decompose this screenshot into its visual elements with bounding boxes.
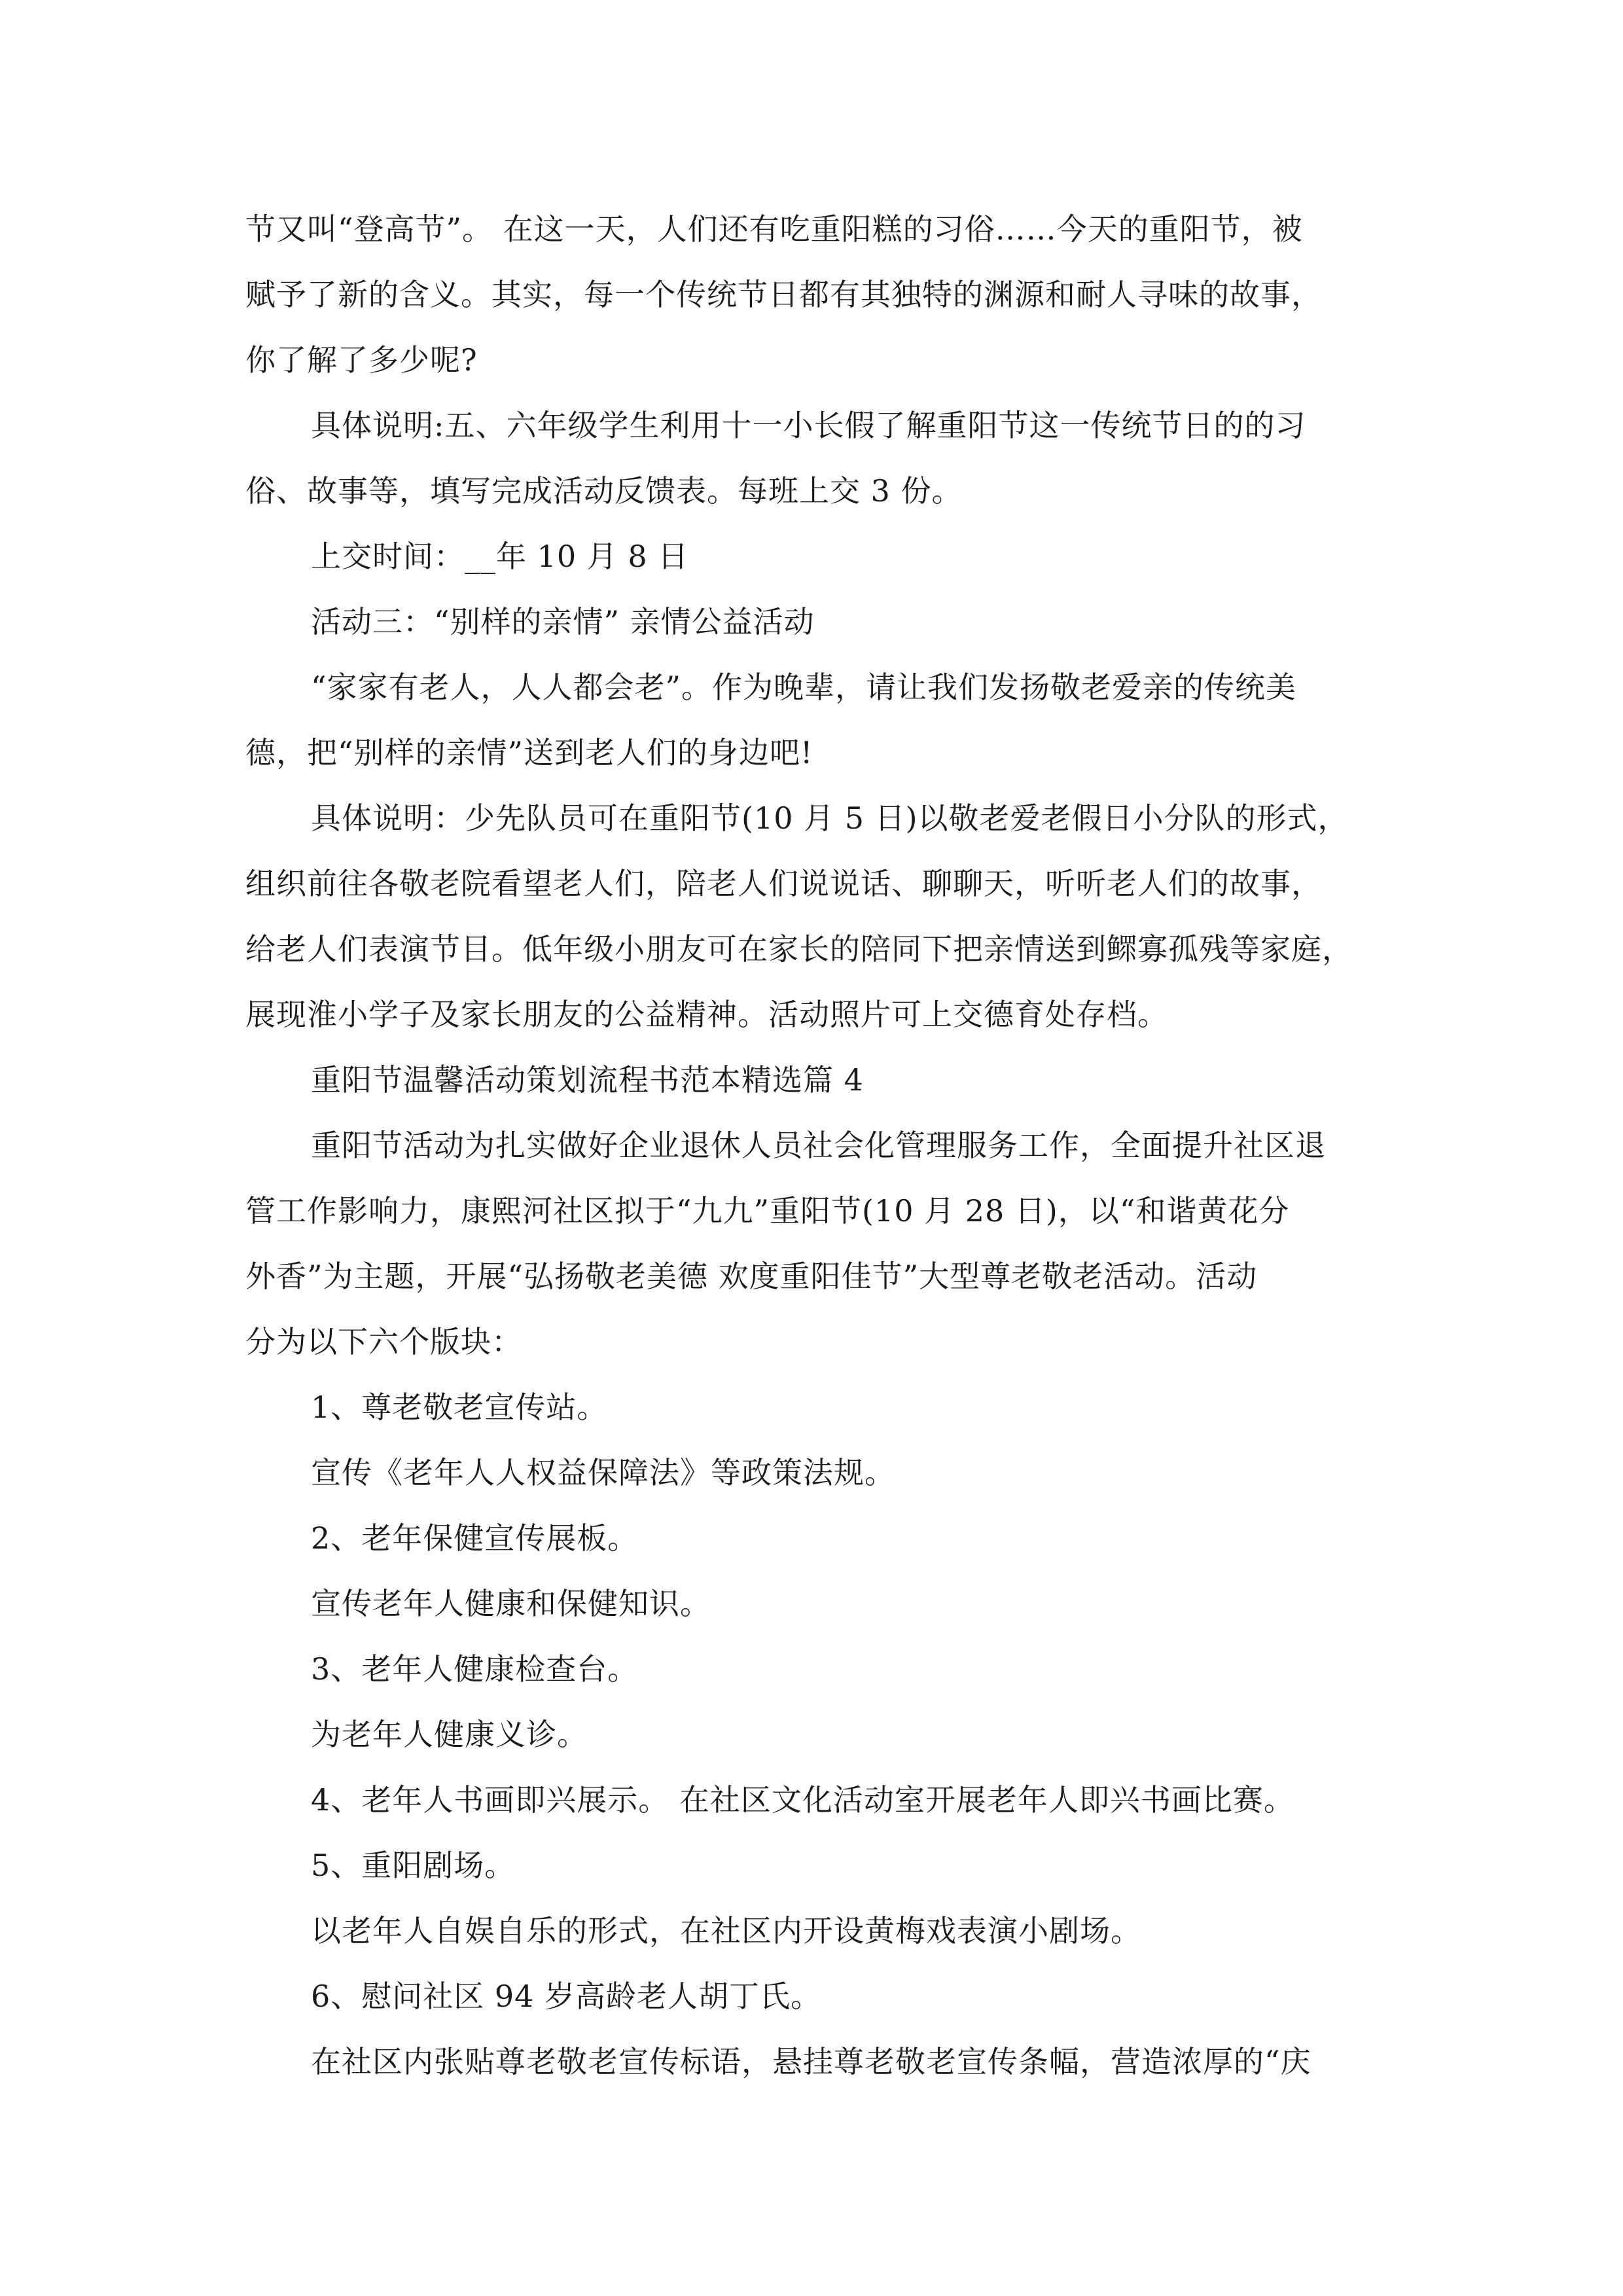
text-line: 具体说明:五、六年级学生利用十一小长假了解重阳节这一传统节日的的习 (311, 408, 1306, 443)
paragraph-p15 (245, 1767, 1394, 1833)
paragraph-p5 (245, 655, 1394, 785)
text-line: 以老年人自娱自乐的形式，在社区内开设黄梅戏表演小剧场。 (311, 1913, 1141, 1948)
paragraph-p4 (245, 589, 1394, 655)
text-line: 2、老年保健宣传展板。 (311, 1520, 639, 1556)
paragraph-p3 (245, 524, 1394, 589)
text-line: 活动三：“别样的亲情” 亲情公益活动 (311, 604, 815, 639)
text-line: 赋予了新的含义。其实，每一个传统节日都有其独特的渊源和耐人寻味的故事， (245, 277, 1322, 312)
text-line: 在社区内张贴尊老敬老宣传标语，悬挂尊老敬老宣传条幅，营造浓厚的“庆 (311, 2044, 1311, 2079)
paragraph-p6 (245, 785, 1394, 1047)
paragraph-p11 (245, 1505, 1394, 1571)
text-line: 宣传《老年人人权益保障法》等政策法规。 (311, 1455, 895, 1490)
text-line: 重阳节活动为扎实做好企业退休人员社会化管理服务工作，全面提升社区退 (311, 1128, 1326, 1163)
text-line: “家家有老人，人人都会老”。作为晚辈，请让我们发扬敬老爱亲的传统美 (311, 670, 1297, 705)
paragraph-p19 (245, 2029, 1394, 2094)
text-line: 上交时间：__年 10 月 8 日 (311, 539, 689, 574)
text-line: 组织前往各敬老院看望老人们，陪老人们说说话、聊聊天，听听老人们的故事， (245, 866, 1322, 901)
paragraph-p13 (245, 1636, 1394, 1702)
paragraph-p12 (245, 1571, 1394, 1636)
text-line: 5、重阳剧场。 (311, 1848, 516, 1883)
text-line: 外香”为主题，开展“弘扬敬老美德 欢度重阳佳节”大型尊老敬老活动。活动 (245, 1259, 1258, 1294)
text-line: 重阳节温馨活动策划流程书范本精选篇 4 (311, 1062, 864, 1098)
text-line: 3、老年人健康检查台。 (311, 1651, 639, 1687)
paragraph-p18 (245, 1964, 1394, 2029)
text-line: 俗、故事等，填写完成活动反馈表。每班上交 3 份。 (245, 473, 963, 509)
text-line: 德，把“别样的亲情”送到老人们的身边吧! (245, 735, 813, 770)
paragraph-p1 (245, 196, 1394, 393)
text-line: 管工作影响力，康熙河社区拟于“九九”重阳节(10 月 28 日)，以“和谐黄花分 (245, 1193, 1290, 1229)
text-line: 你了解了多少呢? (245, 342, 478, 378)
text-line: 1、尊老敬老宣传站。 (311, 1390, 608, 1425)
document-body (245, 196, 1394, 2094)
paragraph-p16 (245, 1833, 1394, 1898)
text-line: 为老年人健康义诊。 (311, 1717, 588, 1752)
text-line: 节又叫“登高节”。 在这一天，人们还有吃重阳糕的习俗……今天的重阳节，被 (245, 211, 1303, 247)
text-line: 展现淮小学子及家长朋友的公益精神。活动照片可上交德育处存档。 (245, 997, 1168, 1032)
text-line: 分为以下六个版块： (245, 1324, 522, 1359)
paragraph-p7 (245, 1047, 1394, 1113)
text-line: 6、慰问社区 94 岁高龄老人胡丁氏。 (311, 1979, 822, 2014)
paragraph-p2 (245, 393, 1394, 524)
text-line: 宣传老年人健康和保健知识。 (311, 1586, 711, 1621)
paragraph-p9 (245, 1374, 1394, 1440)
paragraph-p8 (245, 1113, 1394, 1374)
paragraph-p14 (245, 1702, 1394, 1767)
text-line: 给老人们表演节目。低年级小朋友可在家长的陪同下把亲情送到鳏寡孤残等家庭， (245, 931, 1353, 967)
text-line: 4、老年人书画即兴展示。 在社区文化活动室开展老年人即兴书画比赛。 (311, 1782, 1294, 1818)
paragraph-p10 (245, 1440, 1394, 1505)
text-line: 具体说明：少先队员可在重阳节(10 月 5 日)以敬老爱老假日小分队的形式， (311, 800, 1349, 836)
paragraph-p17 (245, 1898, 1394, 1964)
